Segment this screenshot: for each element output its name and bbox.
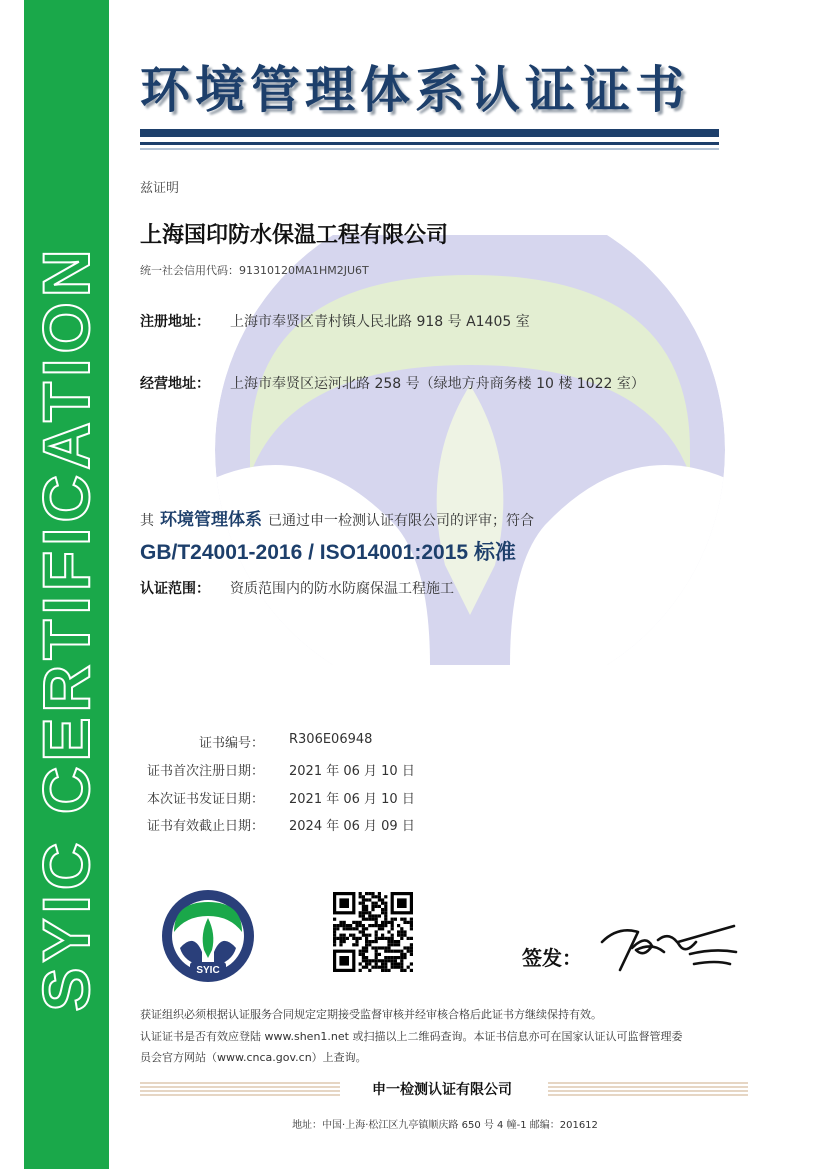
business-address-value: 上海市奉贤区运河北路 258 号（绿地方舟商务楼 10 楼 1022 室） <box>230 376 645 392</box>
certificate-number-label: 证书编号： <box>198 736 264 751</box>
scope-label: 认证范围： <box>140 581 210 597</box>
certificate-title: 环境管理体系认证证书 <box>140 60 690 119</box>
statement-line <box>140 505 534 530</box>
footer-query-note-cont: 员会官方网站（www.cnca.gov.cn）上查询。 <box>140 1051 367 1064</box>
expiry-date-value: 2024 年 06 月 09 日 <box>289 819 415 834</box>
scope-value: 资质范围内的防水防腐保温工程施工 <box>230 581 454 597</box>
watermark-logo <box>190 235 750 665</box>
title-rule-light <box>140 148 719 150</box>
first-registration-date-value: 2021 年 06 月 10 日 <box>289 764 415 779</box>
statement-prefix: 其 <box>140 513 154 529</box>
org-divider-left <box>140 1082 340 1096</box>
issue-date-value: 2021 年 06 月 10 日 <box>289 792 415 807</box>
qr-code[interactable] <box>333 892 413 972</box>
org-divider-right <box>548 1082 748 1096</box>
certificate-number-value: R306E06948 <box>289 732 373 747</box>
certify-intro: 兹证明 <box>140 181 180 196</box>
footer-query-note: 认证证书是否有效应登陆 www.shen1.net 或扫描以上二维码查询。本证书信息亦可在国家认证认可监督管理委 <box>140 1030 683 1043</box>
title-rule-thin <box>140 142 719 145</box>
standard-name: GB/T24001-2016 / ISO14001:2015 标准 <box>140 541 516 564</box>
signature <box>594 912 739 974</box>
side-band-text: SYIC CERTIFICATION <box>29 244 103 1012</box>
credit-code: 统一社会信用代码：91310120MA1HM2JU6T <box>140 264 369 277</box>
footer-validity-note: 获证组织必须根据认证服务合同规定定期接受监督审核并经审核合格后此证书方继续保持有效。 <box>140 1008 602 1021</box>
syic-logo-icon <box>160 888 256 984</box>
company-name: 上海国印防水保温工程有限公司 <box>140 223 449 248</box>
management-system-name: 环境管理体系 <box>160 510 262 530</box>
issuing-organization: 申一检测认证有限公司 <box>372 1082 512 1098</box>
expiry-date-label: 证书有效截止日期： <box>146 819 264 834</box>
logo-text: SYIC <box>196 965 220 976</box>
title-rule-thick <box>140 129 719 137</box>
business-address-label: 经营地址： <box>140 376 210 392</box>
registered-address-value: 上海市奉贤区青村镇人民北路 918 号 A1405 室 <box>230 314 530 330</box>
issue-date-label: 本次证书发证日期： <box>146 792 264 807</box>
first-registration-date-label: 证书首次注册日期： <box>146 764 264 779</box>
organization-address: 地址：中国·上海·松江区九亭镇顺庆路 650 号 4 幢-1 邮编：201612 <box>292 1120 598 1131</box>
sign-label: 签发： <box>522 946 582 970</box>
registered-address-label: 注册地址： <box>140 314 210 330</box>
statement-suffix: 已通过申一检测认证有限公司的评审；符合 <box>268 513 534 529</box>
